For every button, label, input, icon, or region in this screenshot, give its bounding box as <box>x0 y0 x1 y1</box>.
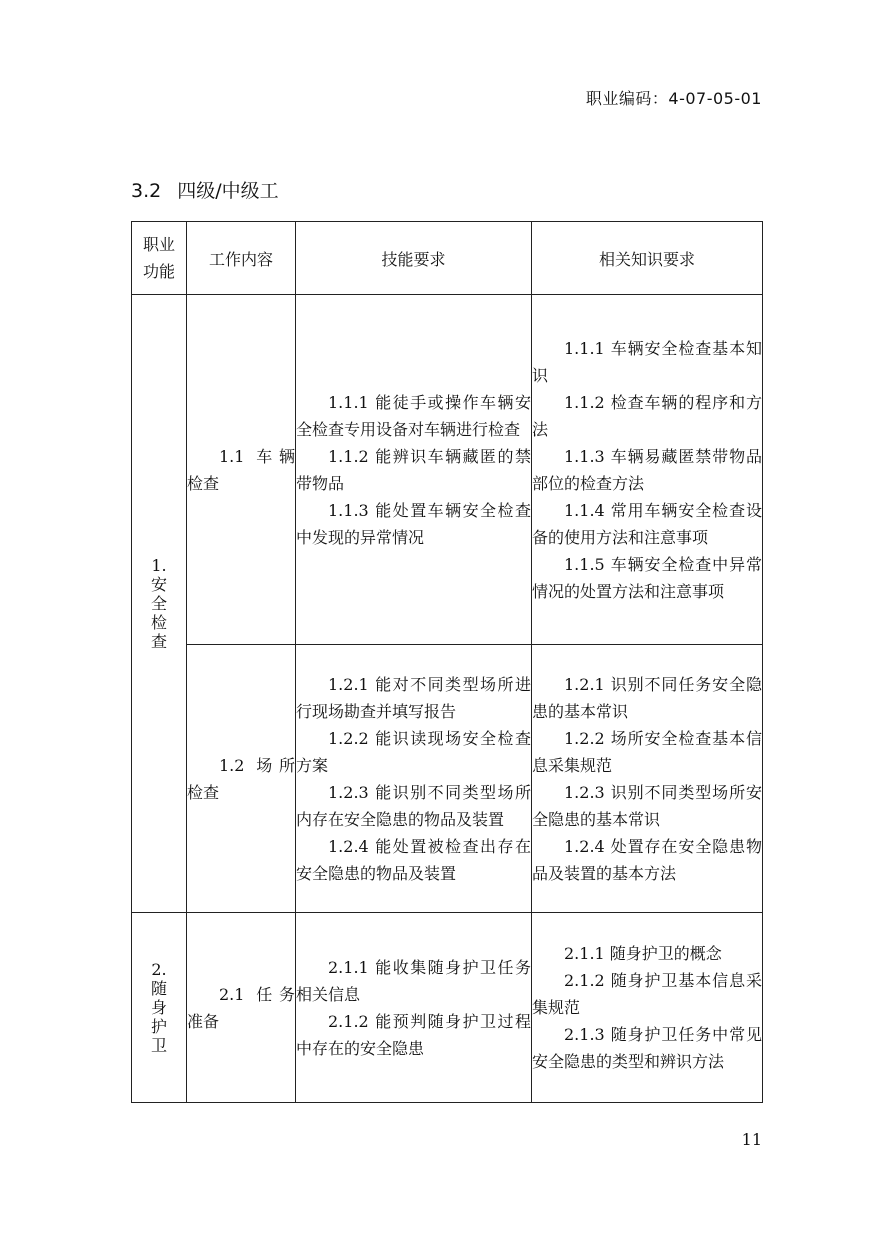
skill-item: 1.2.2 能识读现场安全检查方案 <box>296 728 531 775</box>
section-heading <box>131 176 279 203</box>
skill-standard-table <box>131 221 763 1103</box>
knowledge-item: 1.1.1 车辆安全检查基本知识 <box>532 338 762 385</box>
skill-item: 1.1.1 能徒手或操作车辆安全检查专用设备对车辆进行检查 <box>296 392 531 439</box>
skill-item: 1.2.3 能识别不同类型场所内存在安全隐患的物品及装置 <box>296 782 531 829</box>
knowledge-item: 1.2.3 识别不同类型场所安全隐患的基本常识 <box>532 782 762 829</box>
section-number: 3.2 <box>131 180 162 202</box>
section-title: 四级/中级工 <box>177 180 279 202</box>
occupation-code: 职业编码：4-07-05-01 <box>585 89 762 108</box>
table-row <box>132 913 763 1103</box>
knowledge-item: 1.2.4 处置存在安全隐患物品及装置的基本方法 <box>532 836 762 883</box>
table-header-row <box>132 222 763 295</box>
header-function: 职业功能 <box>132 222 187 295</box>
knowledge-item: 1.1.4 常用车辆安全检查设备的使用方法和注意事项 <box>532 500 762 547</box>
work-content-cell <box>187 913 296 1103</box>
work-content-title: 1.2 场所检查 <box>187 755 295 802</box>
function-name: 安全检查 <box>151 575 168 651</box>
knowledge-cell <box>532 295 763 645</box>
skill-item: 1.1.3 能处置车辆安全检查中发现的异常情况 <box>296 500 531 547</box>
knowledge-item: 2.1.3 随身护卫任务中常见安全隐患的类型和辨识方法 <box>532 1025 762 1071</box>
knowledge-item: 1.1.5 车辆安全检查中异常情况的处置方法和注意事项 <box>532 554 762 601</box>
function-cell-1 <box>132 295 187 913</box>
header-knowledge: 相关知识要求 <box>532 222 763 295</box>
function-name: 随身护卫 <box>151 979 168 1055</box>
function-cell-2 <box>132 913 187 1103</box>
page-number: 11 <box>741 1130 762 1149</box>
header-skills: 技能要求 <box>296 222 532 295</box>
work-content-title: 2.1 任务准备 <box>187 984 295 1031</box>
knowledge-item: 1.2.2 场所安全检查基本信息采集规范 <box>532 728 762 775</box>
work-content-cell <box>187 645 296 913</box>
skills-cell <box>296 645 532 913</box>
table-row <box>132 645 763 913</box>
function-number: 1. <box>151 556 167 575</box>
knowledge-cell <box>532 645 763 913</box>
knowledge-item: 2.1.1 随身护卫的概念 <box>564 944 722 963</box>
skill-item: 1.1.2 能辨识车辆藏匿的禁带物品 <box>296 446 531 493</box>
skill-item: 1.2.4 能处置被检查出存在安全隐患的物品及装置 <box>296 836 531 883</box>
skill-item: 2.1.1 能收集随身护卫任务相关信息 <box>296 957 531 1004</box>
knowledge-item: 1.2.1 识别不同任务安全隐患的基本常识 <box>532 674 762 721</box>
table-row <box>132 295 763 645</box>
knowledge-cell <box>532 913 763 1103</box>
work-content-cell <box>187 295 296 645</box>
knowledge-item: 2.1.2 随身护卫基本信息采集规范 <box>532 971 762 1017</box>
skill-item: 1.2.1 能对不同类型场所进行现场勘查并填写报告 <box>296 674 531 721</box>
skills-cell <box>296 295 532 645</box>
skill-item: 2.1.2 能预判随身护卫过程中存在的安全隐患 <box>296 1011 531 1058</box>
function-number: 2. <box>151 960 167 979</box>
header-work-content: 工作内容 <box>187 222 296 295</box>
work-content-title: 1.1 车辆检查 <box>187 446 295 493</box>
knowledge-item: 1.1.3 车辆易藏匿禁带物品部位的检查方法 <box>532 446 762 493</box>
knowledge-item: 1.1.2 检查车辆的程序和方法 <box>532 392 762 439</box>
skills-cell <box>296 913 532 1103</box>
